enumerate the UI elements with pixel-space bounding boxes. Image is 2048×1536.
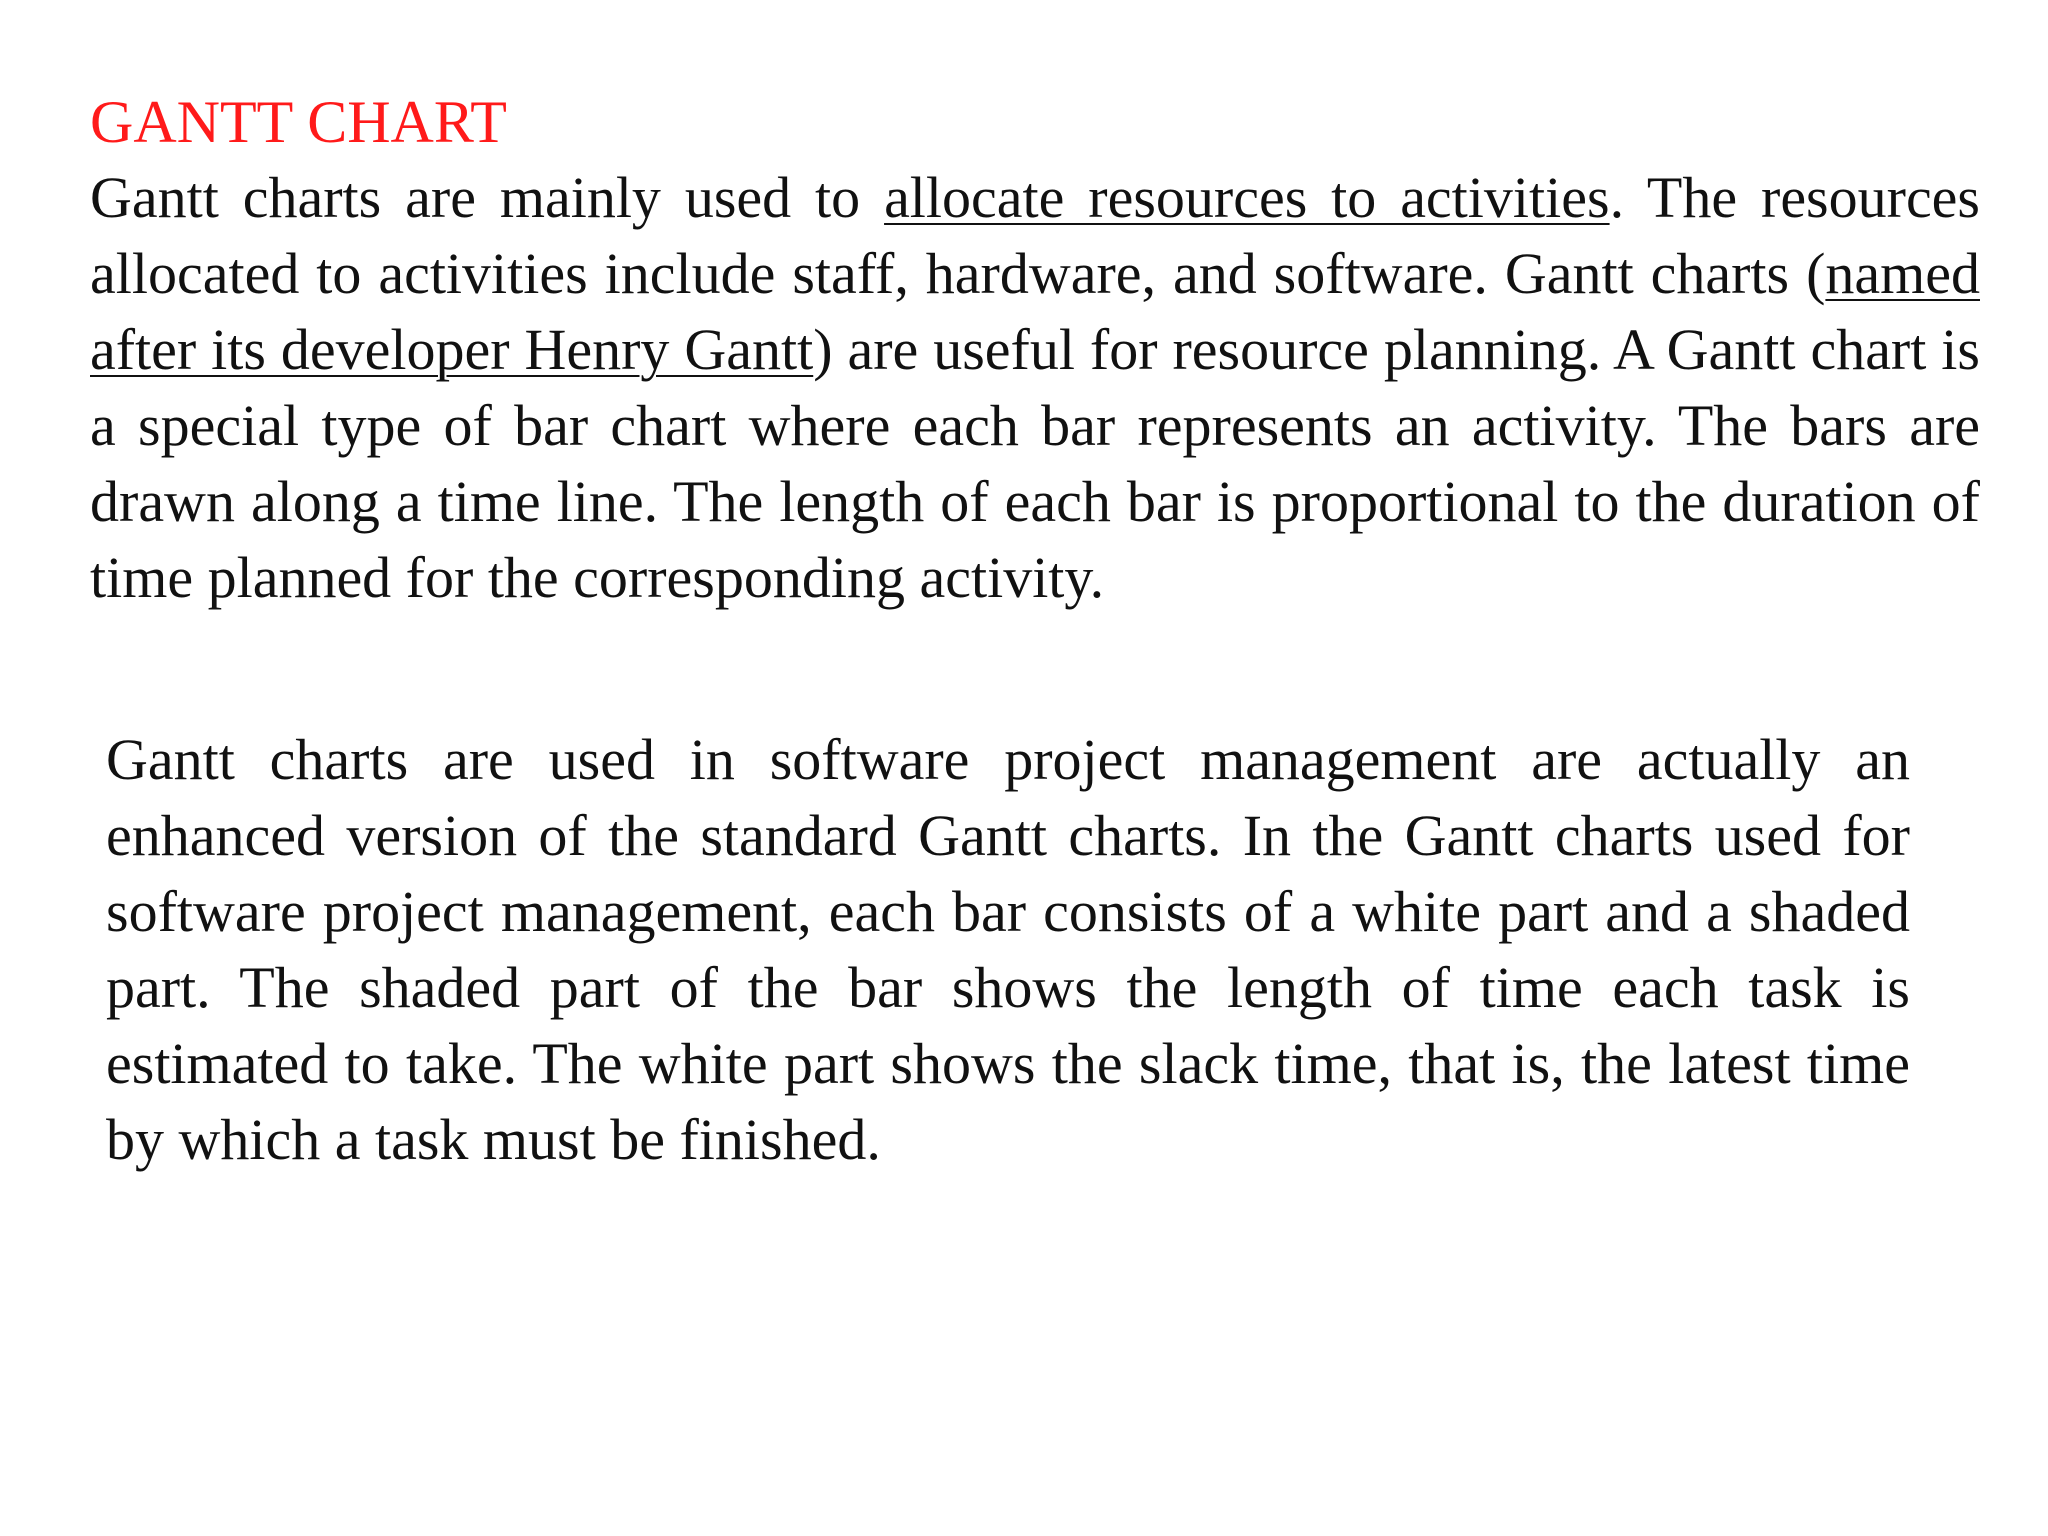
paragraph-gantt-intro <box>90 160 1980 616</box>
text-run: ) are useful for resource planning. A Gantt chart is a special type of bar chart where each bar represents an activity. The bars are drawn along a time line. The length of each bar is proportional to the duration of time planned for the corresponding activity. <box>90 317 1980 610</box>
text-run: . The resources allocated to activities include staff, hardware, and software. Gantt charts ( <box>90 165 1981 306</box>
text-run: Gantt charts are mainly used to <box>90 165 885 230</box>
slide-title: GANTT CHART <box>90 89 507 155</box>
underlined-phrase-henry-gantt: named after its developer Henry Gantt <box>90 241 1980 382</box>
paragraph-software-gantt: Gantt charts are used in software project management are actually an enhanced version of the standard Gantt charts. In the Gantt charts used for software project management, each bar consists of a white part and a shaded part. The shaded part of the bar shows the length of time each task is estimated to take. The white part shows the slack time, that is, the latest time by which a task must be finished. <box>106 727 1910 1172</box>
underlined-phrase-allocate-resources: allocate resources to activities <box>884 165 1610 230</box>
